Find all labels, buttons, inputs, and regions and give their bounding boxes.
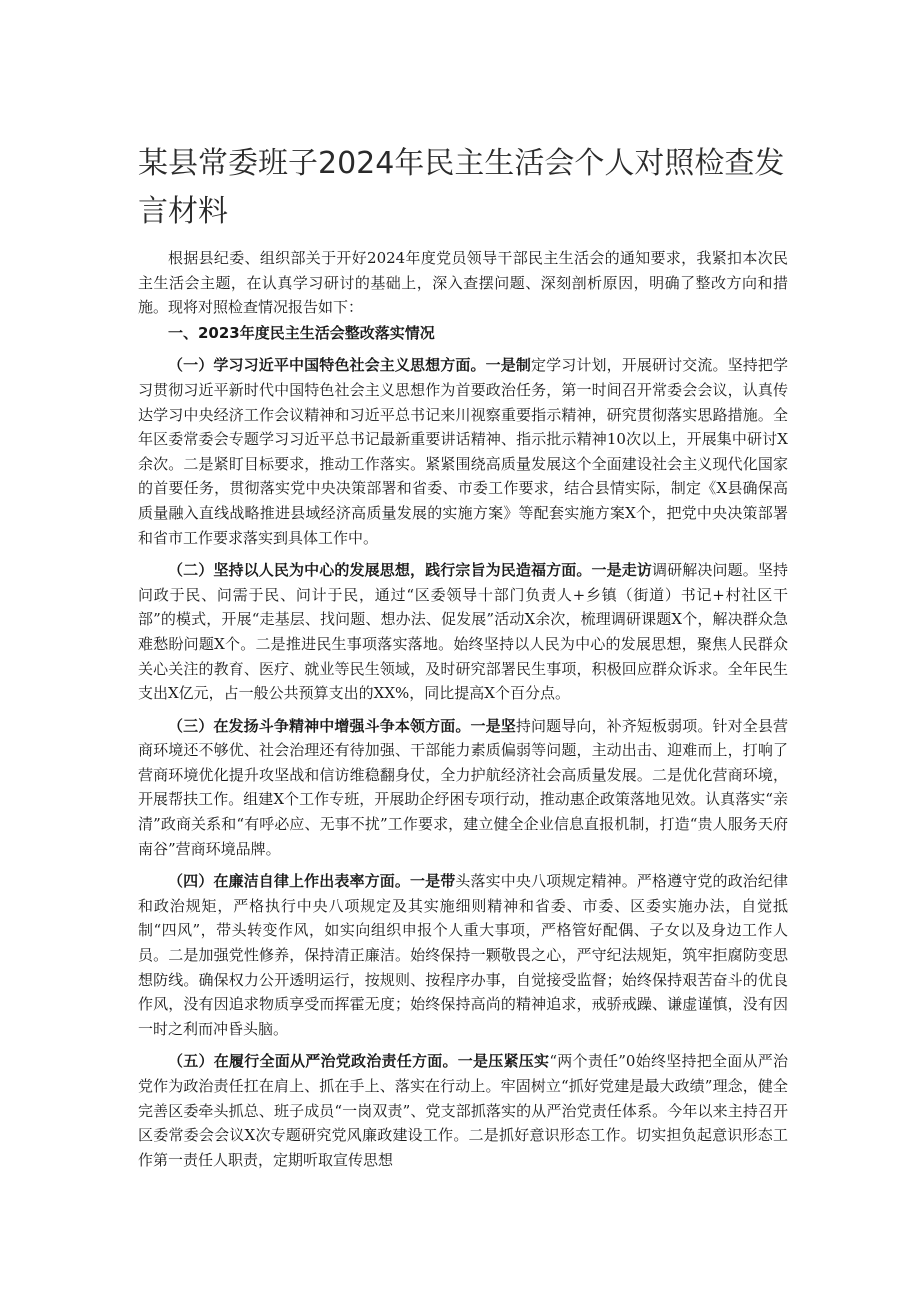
document-page [138,140,788,1172]
item-body: 调研解决问题。坚持问政于民、问需于民、问计于民，通过“区委领导十部门负责人+乡镇（街道）书记+村社区干部”的模式，开展“走基层、找问题、想办法、促发展”活动X余次，梳理调研课题X个，解决群众急难愁盼问题X个。二是推进民生事项落实落地。始终坚持以人民为中心的发展思想，聚焦人民群众关心关注的教育、医疗、就业等民生领域，及时研究部署民生事项，积极回应群众诉求。全年民生支出X亿元，占一般公共预算支出的XX%，同比提高X个百分点。 [138,561,788,703]
item-paragraph-3 [138,714,788,862]
item-lead: （一）学习习近平中国特色社会主义思想方面。一是制 [168,356,531,375]
item-lead: （五）在履行全面从严治党政治责任方面。一是压紧压实 [168,1052,550,1071]
item-paragraph-5 [138,1049,788,1172]
item-paragraph-1 [138,353,788,550]
item-body: 持问题导向，补齐短板弱项。针对全县营商环境还不够优、社会治理还有待加强、干部能力素质偏弱等问题，主动出击、迎难而上，打响了营商环境优化提升攻坚战和信访维稳翻身仗，全力护航经济社会高质量发展。二是优化营商环境，开展帮扶工作。组建X个工作专班，开展助企纾困专项行动，推动惠企政策落地见效。认真落实“亲清”政商关系和“有呼必应、无事不扰”工作要求，建立健全企业信息直报机制，打造“贵人服务天府南谷”营商环境品牌。 [138,716,788,858]
item-paragraph-2 [138,558,788,706]
item-lead: （三）在发扬斗争精神中增强斗争本领方面。一是坚 [168,716,516,735]
document-title: 某县常委班子2024年民主生活会个人对照检查发言材料 [138,146,785,229]
item-lead: （二）坚持以人民为中心的发展思想，践行宗旨为民造福方面。一是走访 [168,561,652,580]
item-body: 定学习计划，开展研讨交流。坚持把学习贯彻习近平新时代中国特色社会主义思想作为首要政治任务，第一时间召开常委会会议，认真传达学习中央经济工作会议精神和习近平总书记来川视察重要指示精神，研究贯彻落实思路措施。全年区委常委会专题学习习近平总书记最新重要讲话精神、指示批示精神10次以上，开展集中研讨X余次。二是紧盯目标要求，推动工作落实。紧紧围绕高质量发展这个全面建设社会主义现代化国家的首要任务，贯彻落实党中央决策部署和省委、市委工作要求，结合县情实际，制定《X县确保高质量融入直线战略推进县域经济高质量发展的实施方案》等配套实施方案X个，把党中央决策部署和省市工作要求落实到具体工作中。 [138,356,788,547]
item-body: “两个责任”0始终坚持把全面从严治党作为政治责任扛在肩上、抓在手上、落实在行动上。牢固树立“抓好党建是最大政绩”理念，健全完善区委牵头抓总、班子成员“一岗双责”、党支部抓落实的从严治党责任体系。今年以来主持召开区委常委会会议X次专题研究党风廉政建设工作。二是抓好意识形态工作。切实担负起意识形态工作第一责任人职责，定期听取宣传思想 [138,1052,788,1169]
item-lead: （四）在廉洁自律上作出表率方面。一是带 [168,872,456,891]
section-heading: 一、2023年度民主生活会整改落实情况 [168,323,435,342]
item-body: 头落实中央八项规定精神。严格遵守党的政治纪律和政治规矩，严格执行中央八项规定及其实施细则精神和省委、市委、区委实施办法，自觉抵制“四风”，带头转变作风，如实向组织申报个人重大事项，严格管好配偶、子女以及身边工作人员。二是加强党性修养，保持清正廉洁。始终保持一颗敬畏之心，严守纪法规矩，筑牢拒腐防变思想防线。确保权力公开透明运行，按规则、按程序办事，自觉接受监督；始终保持艰苦奋斗的优良作风，没有因追求物质享受而挥霍无度；始终保持高尚的精神追求，戒骄戒躁、谦虚谨慎，没有因一时之利而冲昏头脑。 [138,872,788,1038]
item-paragraph-4 [138,869,788,1041]
intro-paragraph: 根据县纪委、组织部关于开好2024年度党员领导干部民主生活会的通知要求，我紧扣本次民主生活会主题，在认真学习研讨的基础上，深入查摆问题、深刻剖析原因，明确了整改方向和措施。现将对照检查情况报告如下： [138,249,788,317]
